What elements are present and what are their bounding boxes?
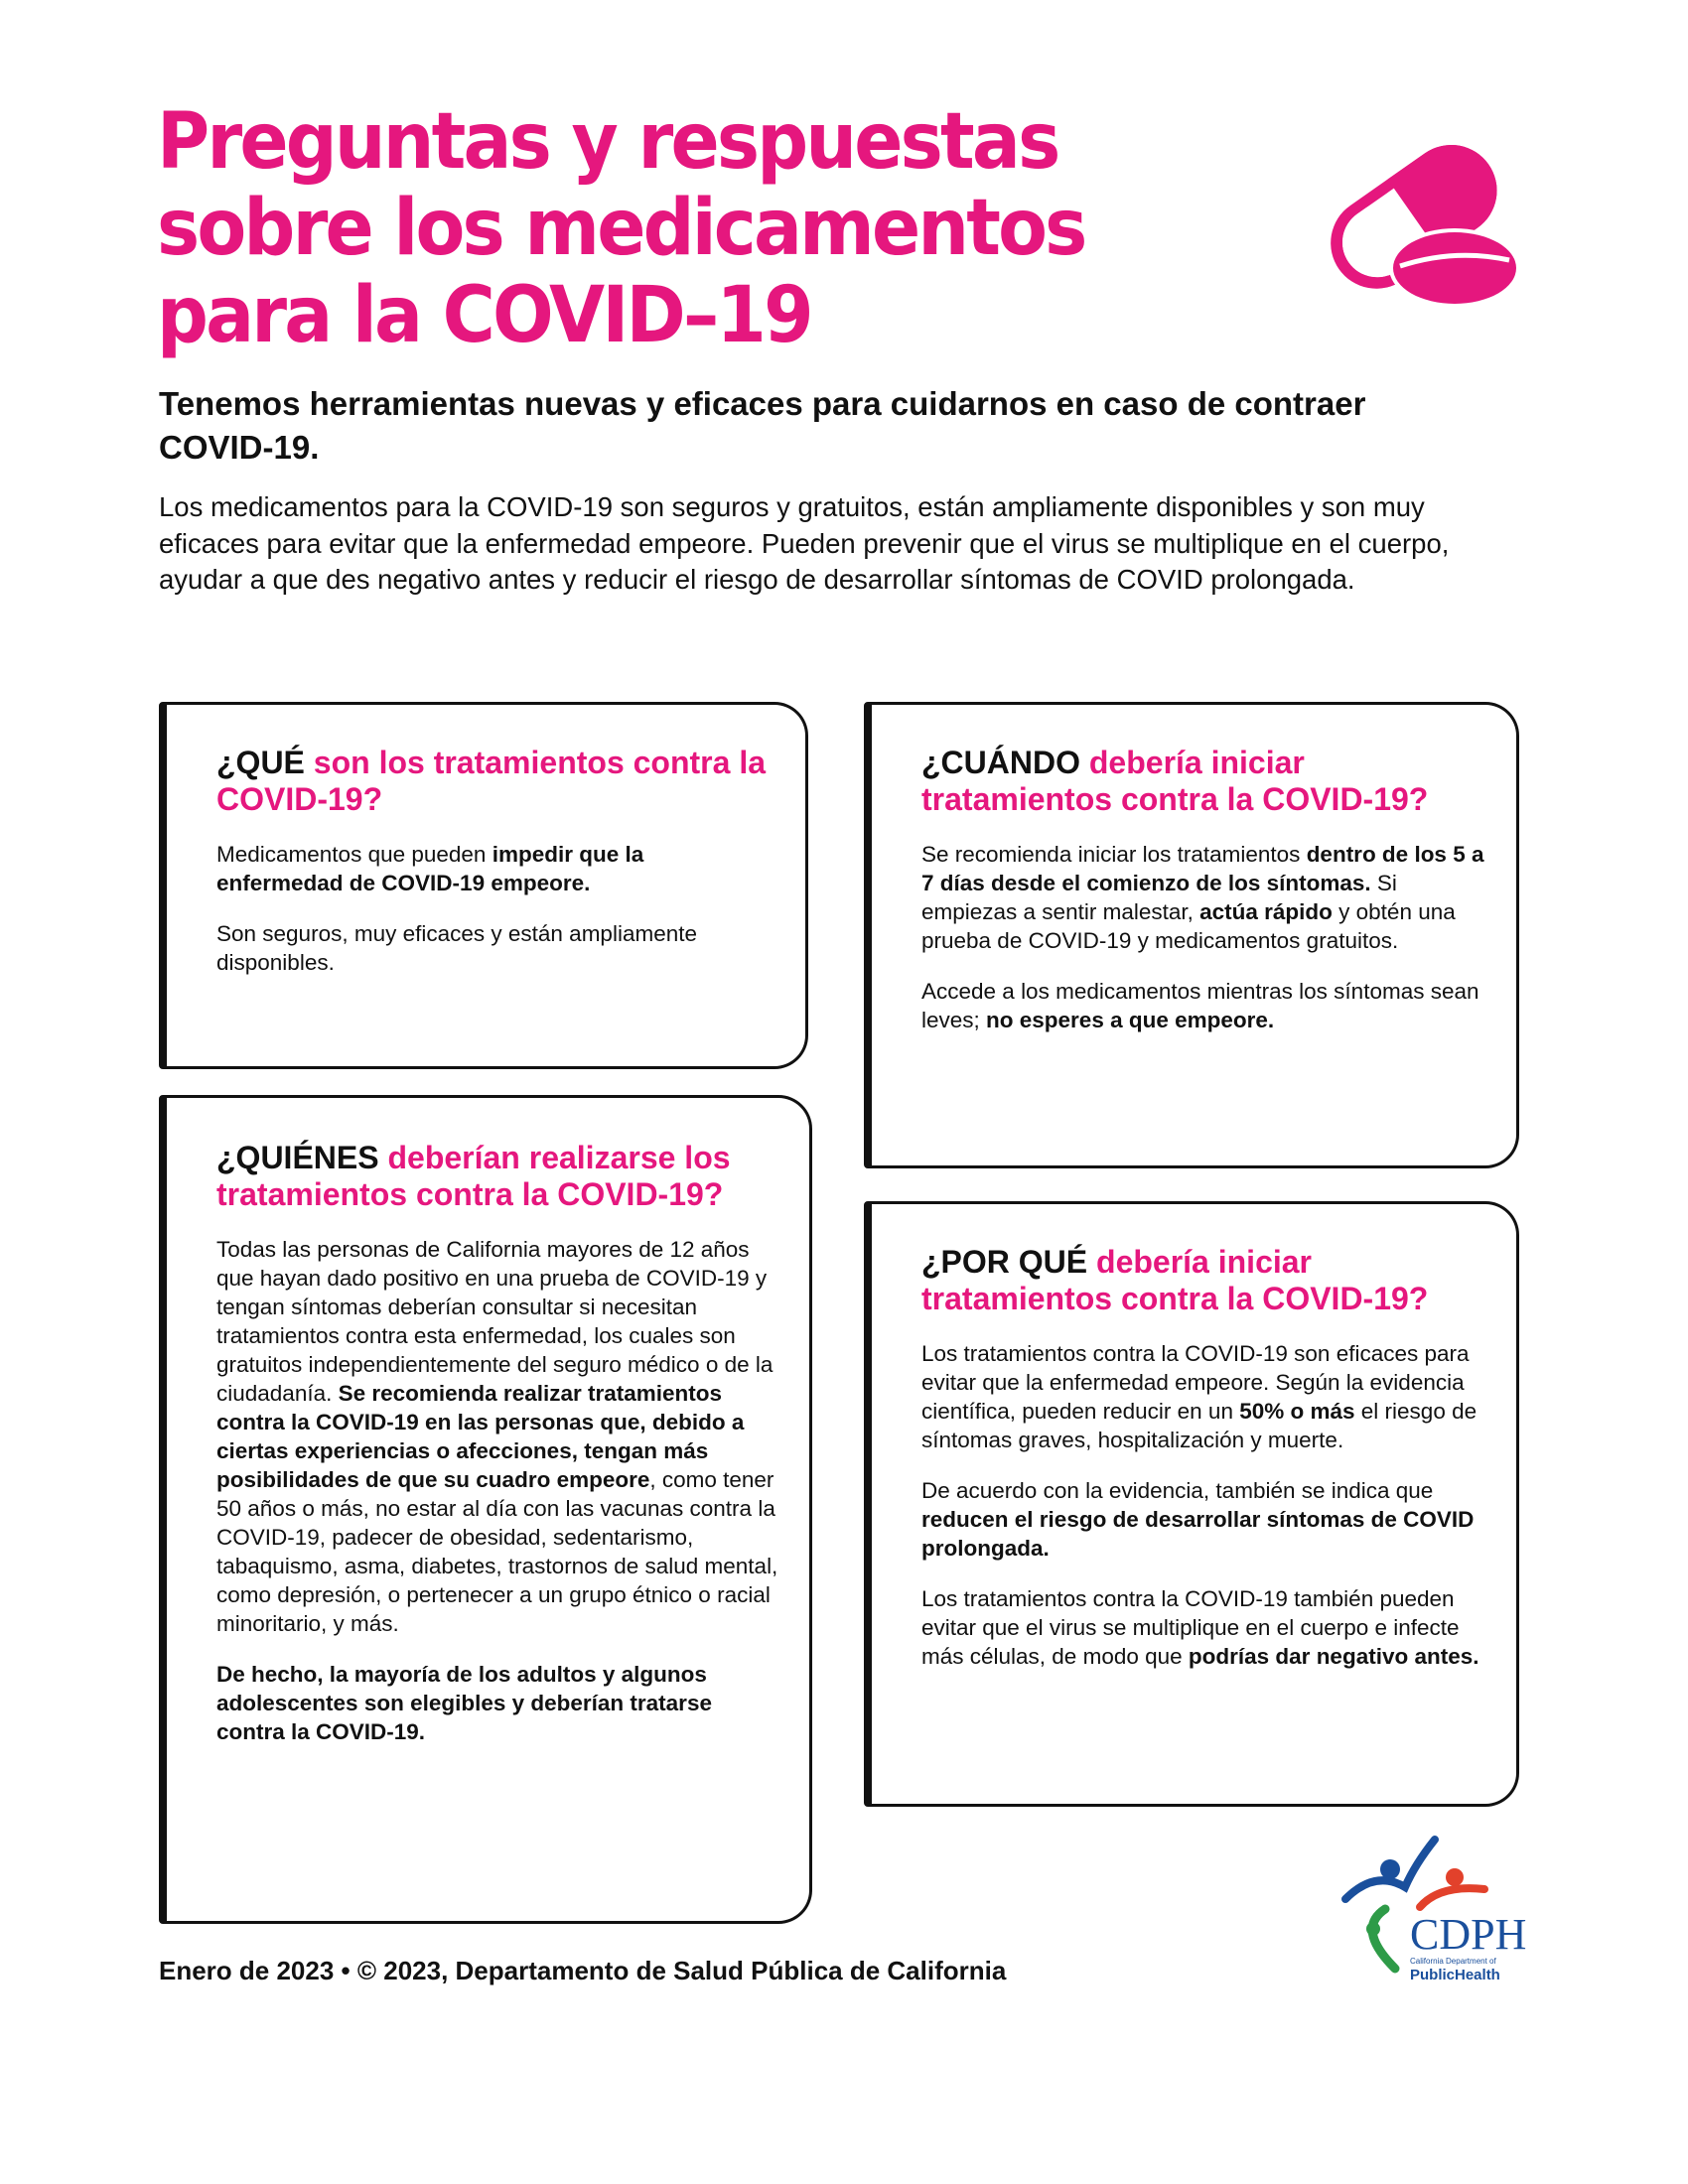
text-run-bold: podrías dar negativo antes. xyxy=(1188,1644,1479,1669)
card-when-paragraph-1 xyxy=(921,840,1486,955)
text-run: Se recomienda iniciar los tratamientos xyxy=(921,842,1307,867)
card-title-rest: deberían realizarse los tratamientos contra la COVID-19? xyxy=(216,1140,731,1212)
card-what-paragraph-1 xyxy=(216,840,775,897)
text-run: Los tratamientos contra la COVID-19 también pueden evitar que el virus se multiplique en el cuerpo e infecte más células, de modo que xyxy=(921,1586,1460,1669)
text-run-bold: impedir que la enfermedad de COVID-19 empeore. xyxy=(216,842,644,895)
card-who-title xyxy=(216,1140,779,1213)
text-run: Los tratamientos contra la COVID-19 son eficaces para evitar que la enfermedad empeore. Según la evidencia científica, pueden reducir en un xyxy=(921,1341,1470,1424)
text-run-bold: 50% o más xyxy=(1239,1399,1355,1424)
card-who xyxy=(159,1095,812,1924)
text-run-bold: Se recomienda realizar tratamientos contra la COVID-19 en las personas que, debido a ciertas experiencias o afecciones, tengan más posibilidades de que su cuadro empeore xyxy=(216,1381,745,1492)
card-who-paragraph-2 xyxy=(216,1660,779,1746)
card-title-rest: son los tratamientos contra la COVID-19? xyxy=(216,745,766,817)
text-run-bold: reducen el riesgo de desarrollar síntomas de COVID prolongada. xyxy=(921,1507,1475,1561)
text-run: el riesgo de síntomas graves, hospitalización y muerte. xyxy=(921,1399,1477,1452)
text-run: Si empiezas a sentir malestar, xyxy=(921,871,1397,924)
text-run: y obtén una prueba de COVID-19 y medicamentos gratuitos. xyxy=(921,899,1456,953)
card-why-paragraph-3 xyxy=(921,1584,1486,1671)
text-run-bold: dentro de los 5 a 7 días desde el comienzo de los síntomas. xyxy=(921,842,1484,895)
text-run: , como tener 50 años o más, no estar al día con las vacunas contra la COVID-19, padecer de obesidad, sedentarismo, tabaquismo, asma, diabetes, trastornos de salud mental, como depresión, o pertenecer a un grupo étnico o racial minoritario, y más. xyxy=(216,1467,778,1636)
card-when-paragraph-2 xyxy=(921,977,1486,1034)
cdph-logo-wordmark: CDPH xyxy=(1410,1910,1527,1959)
text-run: Todas las personas de California mayores de 12 años que hayan dado positivo en una prueba de COVID-19 y tengan síntomas deberían consultar si necesitan tratamientos contra esta enfermedad, los cuales son gratuitos independientemente del seguro médico o de la ciudadanía. xyxy=(216,1237,774,1406)
card-title-keyword: ¿QUIÉNES xyxy=(216,1140,379,1175)
card-when-title xyxy=(921,745,1486,818)
intro-paragraph: Los medicamentos para la COVID-19 son seguros y gratuitos, están ampliamente disponibles y son muy eficaces para evitar que la enfermedad empeore. Pueden prevenir que el virus se multiplique en el cuerpo, ayudar a que des negativo antes y reducir el riesgo de desarrollar síntomas de COVID prolongada. xyxy=(159,491,1450,595)
card-title-keyword: ¿CUÁNDO xyxy=(921,745,1080,780)
card-what-paragraph-2: Son seguros, muy eficaces y están ampliamente disponibles. xyxy=(216,921,697,975)
card-why-paragraph-1 xyxy=(921,1339,1486,1454)
cdph-logo-public-health: PublicHealth xyxy=(1410,1967,1500,1983)
card-title-rest: debería iniciar tratamientos contra la COVID-19? xyxy=(921,1244,1429,1316)
card-what xyxy=(159,702,808,1069)
card-title-keyword: ¿QUÉ xyxy=(216,745,305,780)
card-why-paragraph-2 xyxy=(921,1476,1486,1563)
card-when xyxy=(864,702,1519,1168)
card-who-paragraph-1 xyxy=(216,1235,779,1638)
text-run-bold: no esperes a que empeore. xyxy=(986,1008,1275,1032)
text-run: Medicamentos que pueden xyxy=(216,842,492,867)
card-what-title xyxy=(216,745,775,818)
card-why xyxy=(864,1201,1519,1807)
footer-copyright: Enero de 2023 • © 2023, Departamento de Salud Pública de California xyxy=(159,1956,1007,1985)
intro-heading: Tenemos herramientas nuevas y eficaces para cuidarnos en caso de contraer COVID-19. xyxy=(159,385,1366,466)
text-run-bold: De hecho, la mayoría de los adultos y algunos adolescentes son elegibles y deberían tratarse contra la COVID-19. xyxy=(216,1662,712,1744)
page-title: Preguntas y respuestas sobre los medicamentos para la COVID–19 xyxy=(157,97,1085,360)
text-run: De acuerdo con la evidencia, también se indica que xyxy=(921,1478,1434,1503)
card-title-rest: debería iniciar tratamientos contra la COVID-19? xyxy=(921,745,1429,817)
text-run-bold: actúa rápido xyxy=(1199,899,1333,924)
pill-capsule-icon xyxy=(1306,109,1524,328)
card-why-title xyxy=(921,1244,1486,1317)
text-run: Accede a los medicamentos mientras los síntomas sean leves; xyxy=(921,979,1479,1032)
cdph-logo-department: California Department of xyxy=(1410,1957,1496,1966)
card-title-keyword: ¿POR QUÉ xyxy=(921,1244,1088,1280)
